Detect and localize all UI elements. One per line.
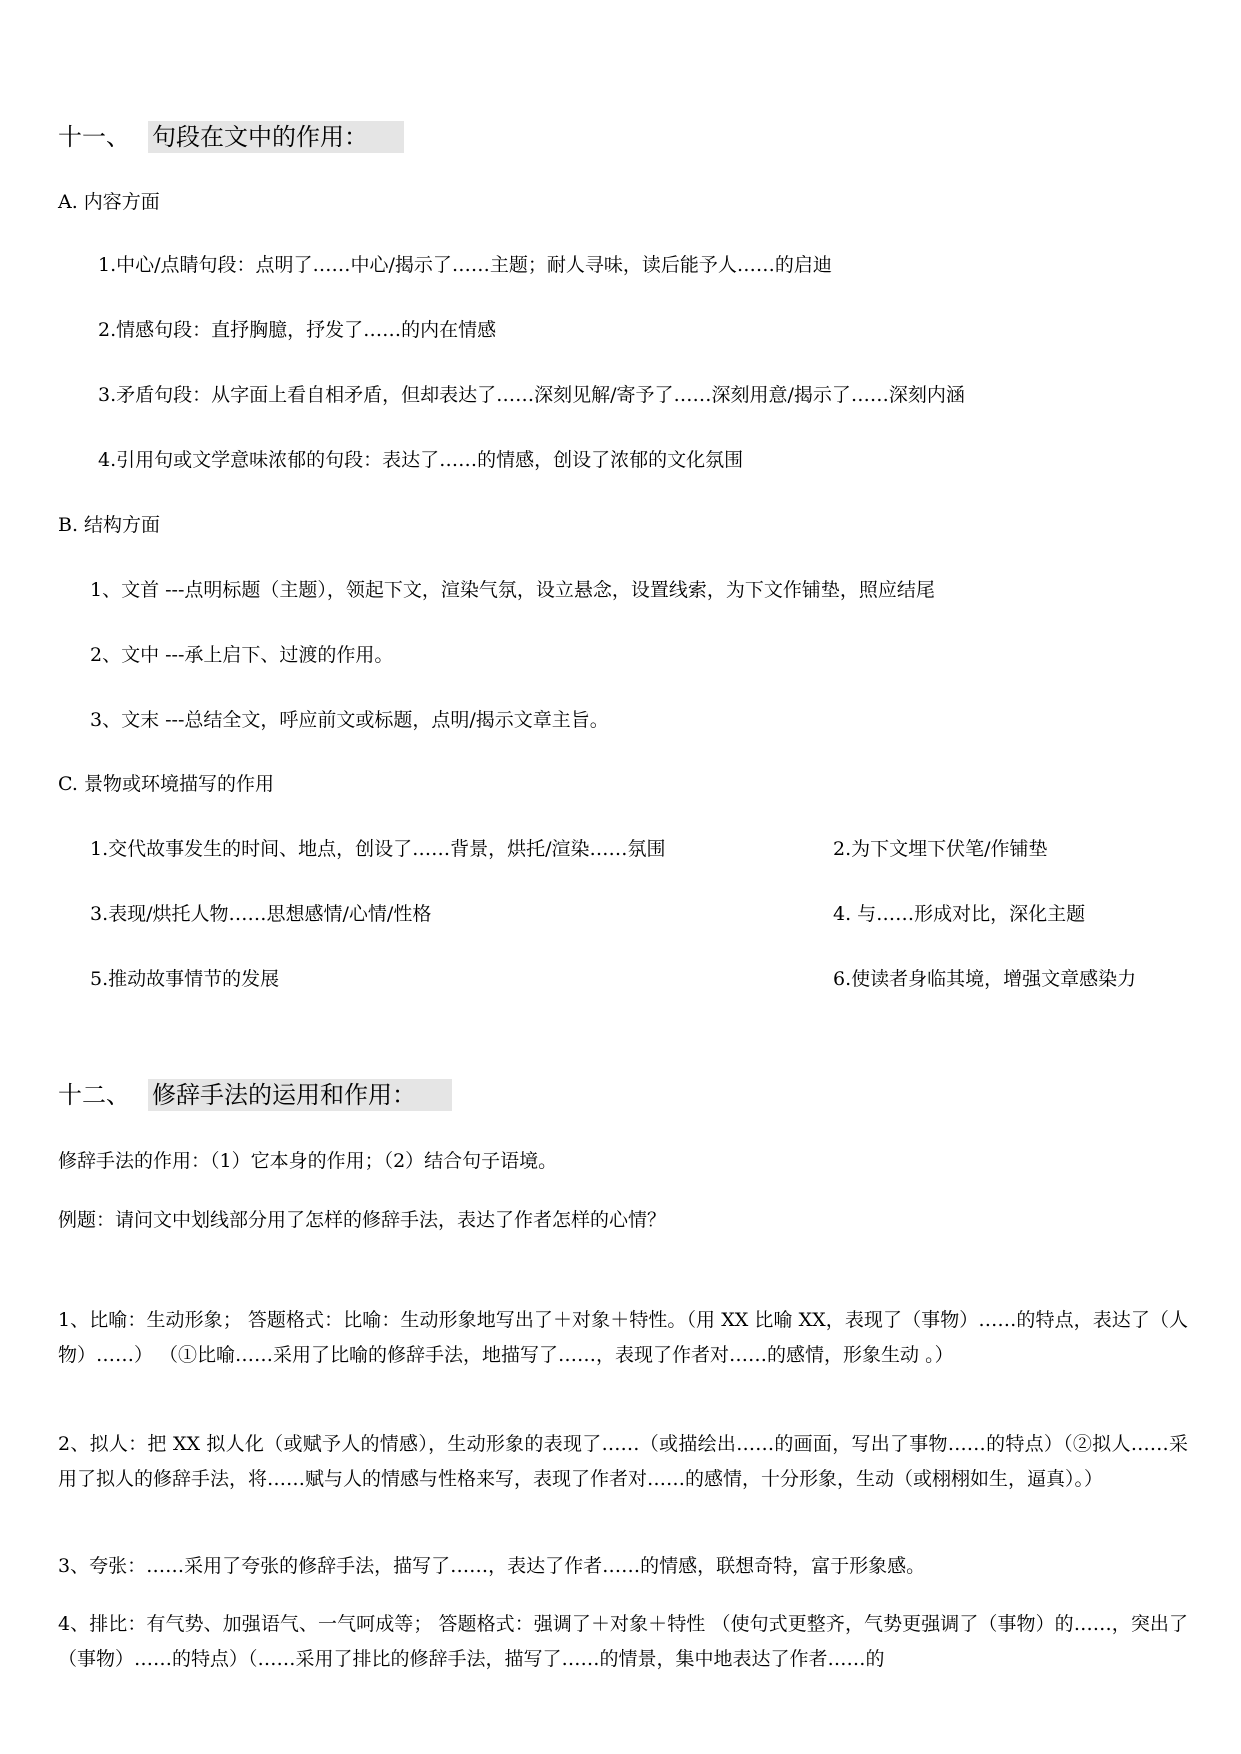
paragraph-personification: 2、拟人：把 XX 拟人化（或赋予人的情感），生动形象的表现了……（或描绘出……的画面，写出了事物……的特点）（②拟人……采用了拟人的修辞手法，将……赋与人的情感与性格来写，表现了作者对……的感情，十分形象，生动（或栩栩如生，逼真）。） [58, 1433, 1188, 1490]
section-11-title: 句段在文中的作用： [148, 121, 404, 153]
subheading-a: A. 内容方面 [58, 191, 160, 213]
section-11-heading [58, 123, 404, 151]
subheading-b: B. 结构方面 [58, 514, 161, 536]
list-item-b2: 2、文中 ---承上启下、过渡的作用。 [90, 644, 394, 666]
section-11-number: 十一、 [58, 123, 130, 151]
list-item-a1: 1.中心/点睛句段：点明了……中心/揭示了……主题；耐人寻味，读后能予人……的启迪 [98, 254, 832, 276]
list-item-c3: 3.表现/烘托人物……思想感情/心情/性格 [90, 903, 432, 925]
list-item-c5: 5.推动故事情节的发展 [90, 968, 280, 990]
subheading-c: C. 景物或环境描写的作用 [58, 773, 274, 795]
list-item-a2: 2.情感句段：直抒胸臆，抒发了……的内在情感 [98, 319, 497, 341]
list-item-c2: 2.为下文埋下伏笔/作铺垫 [833, 838, 1048, 860]
intro-text: 修辞手法的作用：（1）它本身的作用；（2）结合句子语境。 [58, 1150, 558, 1172]
list-item-a3: 3.矛盾句段：从字面上看自相矛盾，但却表达了……深刻见解/寄予了……深刻用意/揭示了……深刻内涵 [98, 384, 965, 406]
section-12-number: 十二、 [58, 1081, 130, 1109]
list-item-c1: 1.交代故事发生的时间、地点，创设了……背景，烘托/渲染……氛围 [90, 838, 666, 860]
example-question: 例题：请问文中划线部分用了怎样的修辞手法，表达了作者怎样的心情？ [58, 1209, 667, 1231]
list-item-c4: 4. 与……形成对比，深化主题 [833, 903, 1086, 925]
section-12-title: 修辞手法的运用和作用： [148, 1079, 452, 1111]
list-item-c6: 6.使读者身临其境，增强文章感染力 [833, 968, 1137, 990]
list-item-a4: 4.引用句或文学意味浓郁的句段：表达了……的情感，创设了浓郁的文化氛围 [98, 449, 744, 471]
paragraph-parallelism: 4、排比：有气势、加强语气、一气呵成等； 答题格式：强调了＋对象＋特性 （使句式更整齐，气势更强调了（事物）的……，突出了（事物）……的特点）（……采用了排比的修辞手法，描写了……的情景，集中地表达了作者……的 [58, 1613, 1188, 1670]
section-12-heading [58, 1081, 452, 1109]
paragraph-hyperbole: 3、夸张：……采用了夸张的修辞手法，描写了……，表达了作者……的情感，联想奇特，富于形象感。 [58, 1555, 926, 1577]
paragraph-metaphor: 1、比喻：生动形象； 答题格式：比喻：生动形象地写出了＋对象＋特性。（用 XX 比喻 XX，表现了（事物）……的特点，表达了（人物）……） （①比喻……采用了比喻的修辞手法，地描写了……，表现了作者对……的感情，形象生动 。） [58, 1309, 1188, 1366]
list-item-b1: 1、文首 ---点明标题（主题），领起下文，渲染气氛，设立悬念，设置线索，为下文作铺垫，照应结尾 [90, 579, 935, 601]
list-item-b3: 3、文末 ---总结全文，呼应前文或标题，点明/揭示文章主旨。 [90, 709, 609, 731]
